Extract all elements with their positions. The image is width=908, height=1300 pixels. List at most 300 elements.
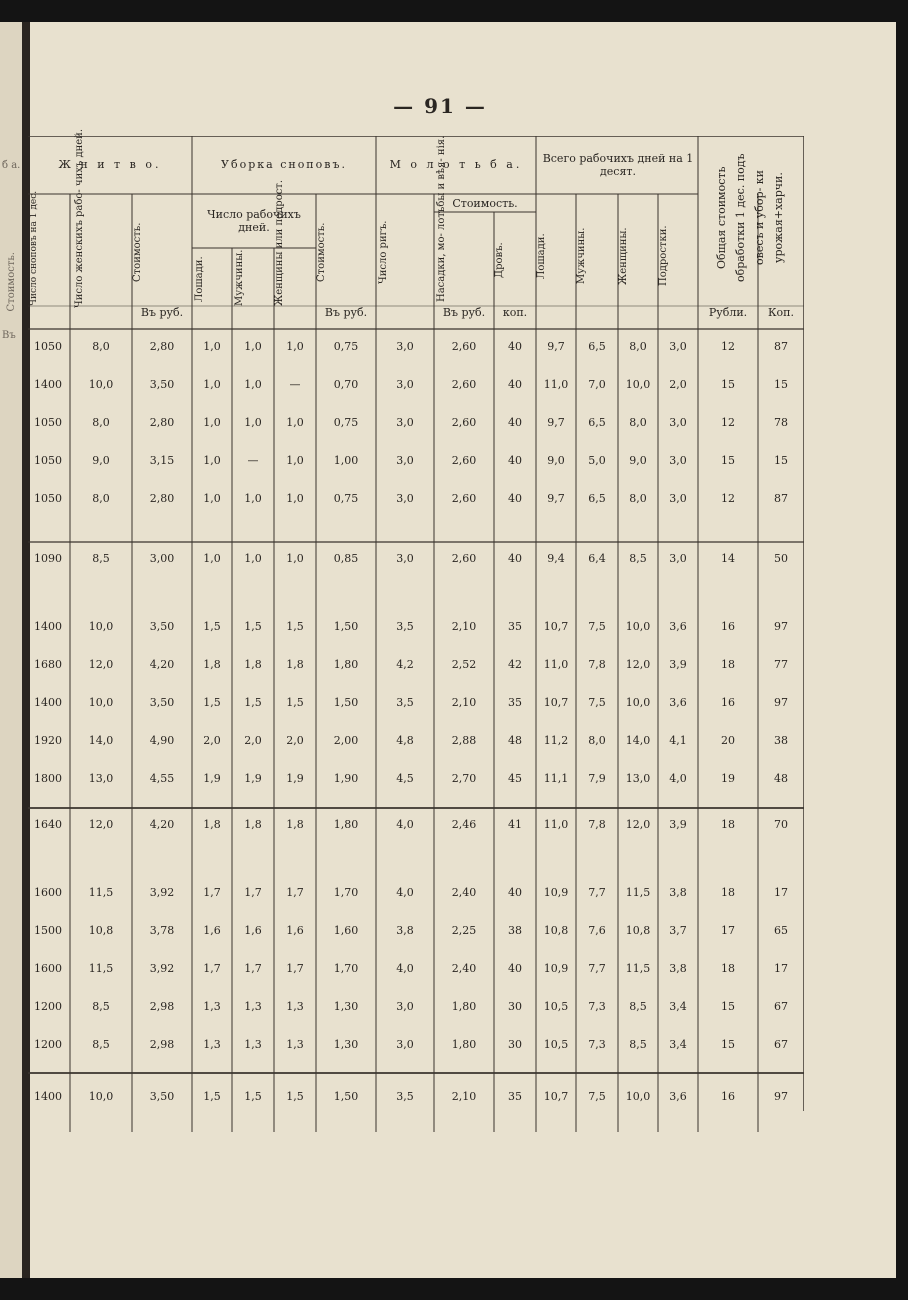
header-muzhchiny2: Мужчины. — [576, 227, 587, 285]
table-cell: 1,3 — [244, 1000, 262, 1013]
table-cell: 45 — [508, 772, 522, 785]
table-cell: 6,5 — [588, 416, 606, 429]
unit-rubli: Рубли. — [708, 306, 748, 319]
table-cell: 7,7 — [588, 962, 606, 975]
table-cell: 1,3 — [203, 1000, 221, 1013]
table-cell: 3,7 — [669, 924, 687, 937]
table-cell: 40 — [508, 492, 522, 505]
table-cell: 3,0 — [396, 1038, 414, 1051]
header-loshadi2: Лошади. — [536, 233, 547, 279]
table-cell: 1,0 — [286, 552, 304, 565]
table-cell: 10,5 — [543, 1038, 569, 1051]
table-cell: 2,80 — [149, 492, 175, 505]
header-loshadi: Лошади. — [194, 256, 205, 302]
table-cell: 77 — [774, 658, 788, 671]
table-cell: 3,0 — [396, 492, 414, 505]
table-cell: 1400 — [34, 620, 62, 633]
table-cell: 3,92 — [149, 886, 175, 899]
table-cell: 3,8 — [396, 924, 414, 937]
table-cell: 2,52 — [451, 658, 477, 671]
unit-rub: Въ руб. — [324, 306, 368, 319]
table-cell: 11,1 — [543, 772, 569, 785]
table-cell: 9,0 — [92, 454, 110, 467]
table-cell: 3,0 — [396, 340, 414, 353]
margin-fragment: Въ — [2, 330, 16, 341]
table-cell: 2,60 — [451, 492, 477, 505]
table-cell: 2,98 — [149, 1038, 175, 1051]
table-cell: 1,5 — [244, 1090, 262, 1103]
table-cell: 1,6 — [286, 924, 304, 937]
table-cell: 11,0 — [543, 818, 569, 831]
table-cell: 11,5 — [88, 886, 114, 899]
table-cell: 4,0 — [669, 772, 687, 785]
table-cell: 3,50 — [149, 378, 175, 391]
table-cell: 8,0 — [629, 492, 647, 505]
table-cell: 3,50 — [149, 1090, 175, 1103]
table-cell: 12,0 — [625, 658, 651, 671]
table-cell: 19 — [721, 772, 735, 785]
table-cell: 1400 — [34, 696, 62, 709]
header-molotba: М о л о т ь б а. — [389, 158, 523, 171]
table-cell: 11,5 — [88, 962, 114, 975]
table-cell: 1,0 — [244, 378, 262, 391]
table-cell: 40 — [508, 340, 522, 353]
table-cell: 8,0 — [92, 492, 110, 505]
table-cell: 42 — [508, 658, 522, 671]
table-cell: 65 — [774, 924, 788, 937]
table-cell: 15 — [721, 378, 735, 391]
table-cell: 1,0 — [203, 340, 221, 353]
page-number: — 91 — — [393, 94, 487, 118]
table-cell: 2,10 — [451, 620, 477, 633]
header-uborka: Уборка сноповъ. — [221, 158, 347, 171]
table-cell: 2,0 — [203, 734, 221, 747]
table-cell: 11,2 — [543, 734, 569, 747]
table-cell: 18 — [721, 818, 735, 831]
table-cell: 2,10 — [451, 1090, 477, 1103]
table-cell: 1,8 — [244, 658, 262, 671]
table-cell: 10,0 — [88, 1090, 114, 1103]
table-cell: 15 — [774, 378, 788, 391]
table-cell: 8,0 — [588, 734, 606, 747]
table-cell: 3,92 — [149, 962, 175, 975]
table-cell: 11,0 — [543, 378, 569, 391]
table-cell: 1,0 — [244, 492, 262, 505]
table-cell: 1,6 — [244, 924, 262, 937]
table-cell: 1680 — [34, 658, 62, 671]
table-cell: 7,5 — [588, 620, 606, 633]
table-cell: 8,0 — [629, 416, 647, 429]
table-cell: 15 — [721, 1038, 735, 1051]
table-cell: 3,8 — [669, 962, 687, 975]
table-cell: 11,5 — [625, 962, 651, 975]
table-cell: 40 — [508, 378, 522, 391]
table-cell: 1,50 — [333, 696, 359, 709]
table-cell: 2,40 — [451, 886, 477, 899]
table-cell: 14 — [721, 552, 735, 565]
table-cell: 1,5 — [286, 696, 304, 709]
table-cell: 1640 — [34, 818, 62, 831]
header-stoimost: Стоимость. — [132, 222, 143, 282]
table-cell: 97 — [774, 1090, 788, 1103]
table-cell: 13,0 — [88, 772, 114, 785]
table-cell: 1,0 — [203, 378, 221, 391]
header-chislo-snopov: Число сноповъ на 1 дес. — [29, 190, 39, 306]
table-cell: 2,00 — [333, 734, 359, 747]
header-vsego: Всего рабочихъ дней на 1 десят. — [542, 152, 694, 178]
table-cell: 1,70 — [333, 886, 359, 899]
table-cell: 1400 — [34, 1090, 62, 1103]
table-cell: 1,0 — [244, 552, 262, 565]
table-cell: 16 — [721, 1090, 735, 1103]
table-cell: 3,0 — [669, 454, 687, 467]
table-cell: 9,7 — [547, 492, 565, 505]
table-cell: 4,55 — [149, 772, 175, 785]
table-cell: 41 — [508, 818, 522, 831]
table-cell: 9,7 — [547, 340, 565, 353]
table-cell: 7,8 — [588, 818, 606, 831]
unit-kop: Коп. — [768, 306, 794, 319]
table-cell: 87 — [774, 492, 788, 505]
table-cell: 4,0 — [396, 818, 414, 831]
table-cell: 1,70 — [333, 962, 359, 975]
table-cell: 7,5 — [588, 1090, 606, 1103]
unit-rub: Въ руб. — [140, 306, 184, 319]
table-cell: 1,7 — [286, 962, 304, 975]
table-cell: 10,9 — [543, 886, 569, 899]
table-cell: 1,8 — [286, 818, 304, 831]
table-cell: 1,0 — [286, 454, 304, 467]
table-cell: 0,70 — [333, 378, 359, 391]
table-cell: 30 — [508, 1038, 522, 1051]
header-obshchaya: Общая стоимость обработки 1 дес. подъ овесъ и убор- ки урожая+харчи. — [715, 153, 785, 283]
table-cell: 12 — [721, 492, 735, 505]
table-cell: 35 — [508, 1090, 522, 1103]
table-cell: 2,40 — [451, 962, 477, 975]
table-cell: 3,0 — [669, 340, 687, 353]
table-cell: 10,9 — [543, 962, 569, 975]
table-cell: 2,60 — [451, 340, 477, 353]
table-cell: 1,50 — [333, 1090, 359, 1103]
table-cell: 10,7 — [543, 1090, 569, 1103]
table-cell: 10,8 — [625, 924, 651, 937]
margin-fragment: Стоимость. — [6, 252, 17, 312]
table-cell: 3,15 — [149, 454, 175, 467]
table-cell: 10,8 — [543, 924, 569, 937]
table-cell: 1,00 — [333, 454, 359, 467]
table-cell: 2,60 — [451, 378, 477, 391]
table-cell: 18 — [721, 886, 735, 899]
data-table — [28, 128, 804, 1132]
header-zhenskih-dney: Число женскихъ рабо- чихъ дней. — [74, 128, 85, 308]
table-cell: 3,0 — [396, 1000, 414, 1013]
table-cell: 2,88 — [451, 734, 477, 747]
table-cell: — — [247, 454, 259, 467]
table-cell: 48 — [774, 772, 788, 785]
table-cell: 7,9 — [588, 772, 606, 785]
table-cell: 35 — [508, 696, 522, 709]
table-cell: 7,3 — [588, 1038, 606, 1051]
table-cell: 87 — [774, 340, 788, 353]
table-cell: 1,0 — [286, 492, 304, 505]
table-cell: 1,5 — [286, 1090, 304, 1103]
table-cell: 3,5 — [396, 696, 414, 709]
header-drov: Дровъ. — [494, 242, 505, 278]
table-cell: 16 — [721, 696, 735, 709]
table-cell: 15 — [721, 454, 735, 467]
header-zhenshchiny-podrost: Женщины или подрост. — [274, 179, 285, 306]
table-cell: 3,9 — [669, 658, 687, 671]
table-cell: 2,60 — [451, 454, 477, 467]
table-cell: 5,0 — [588, 454, 606, 467]
table-cell: 10,0 — [625, 696, 651, 709]
table-cell: 8,0 — [629, 340, 647, 353]
table-cell: 17 — [774, 962, 788, 975]
table-cell: 40 — [508, 886, 522, 899]
table-cell: 3,0 — [669, 492, 687, 505]
table-cell: 16 — [721, 620, 735, 633]
table-cell: 12,0 — [88, 658, 114, 671]
table-cell: 3,50 — [149, 696, 175, 709]
table-cell: 2,80 — [149, 416, 175, 429]
table-cell: 14,0 — [625, 734, 651, 747]
table-cell: 3,0 — [669, 552, 687, 565]
table-cell: 1,80 — [333, 818, 359, 831]
table-cell: 10,0 — [625, 1090, 651, 1103]
table-cell: 3,0 — [396, 416, 414, 429]
table-cell: 3,9 — [669, 818, 687, 831]
table-cell: 97 — [774, 696, 788, 709]
unit-rub: Въ руб. — [442, 306, 486, 319]
table-cell: 9,0 — [547, 454, 565, 467]
table-cell: 20 — [721, 734, 735, 747]
table-cell: 10,8 — [88, 924, 114, 937]
table-cell: 1050 — [34, 454, 62, 467]
table-cell: 1,0 — [203, 552, 221, 565]
table-cell: 30 — [508, 1000, 522, 1013]
header-zhenshchiny2: Женщины. — [618, 227, 629, 285]
table-cell: 4,90 — [149, 734, 175, 747]
table-cell: 8,0 — [92, 340, 110, 353]
header-chislo-rig: Число ригъ. — [378, 220, 389, 284]
table-cell: 1,0 — [244, 416, 262, 429]
table-cell: 1050 — [34, 340, 62, 353]
table-cell: 3,4 — [669, 1038, 687, 1051]
table-cell: 10,0 — [625, 378, 651, 391]
table-cell: 2,60 — [451, 416, 477, 429]
table-cell: 10,0 — [88, 378, 114, 391]
table-cell: 12 — [721, 340, 735, 353]
table-cell: 1,30 — [333, 1038, 359, 1051]
table-cell: 10,0 — [625, 620, 651, 633]
table-cell: 1800 — [34, 772, 62, 785]
table-cell: 10,7 — [543, 696, 569, 709]
table-cell: 1,9 — [203, 772, 221, 785]
table-cell: 3,6 — [669, 620, 687, 633]
table-cell: 1,6 — [203, 924, 221, 937]
table-cell: 1,5 — [203, 696, 221, 709]
table-cell: 10,7 — [543, 620, 569, 633]
table-cell: 2,60 — [451, 552, 477, 565]
table-cell: 12,0 — [88, 818, 114, 831]
table-cell: 1,3 — [203, 1038, 221, 1051]
table-cell: 10,5 — [543, 1000, 569, 1013]
table-cell: 3,0 — [669, 416, 687, 429]
table-cell: 8,0 — [92, 416, 110, 429]
table-cell: 1,5 — [203, 1090, 221, 1103]
table-cell: 8,5 — [629, 552, 647, 565]
table-cell: 10,0 — [88, 696, 114, 709]
table-cell: 6,5 — [588, 340, 606, 353]
table-cell: 1920 — [34, 734, 62, 747]
table-cell: 8,5 — [629, 1038, 647, 1051]
table-cell: 1,60 — [333, 924, 359, 937]
table-cell: 3,0 — [396, 552, 414, 565]
table-cell: 18 — [721, 658, 735, 671]
table-cell: 15 — [721, 1000, 735, 1013]
table-cell: 4,20 — [149, 658, 175, 671]
table-cell: 1,5 — [244, 620, 262, 633]
table-cell: 1,7 — [244, 962, 262, 975]
table-cell: 1,0 — [203, 492, 221, 505]
table-cell: 6,4 — [588, 552, 606, 565]
table-cell: 17 — [721, 924, 735, 937]
table-cell: 1,8 — [203, 818, 221, 831]
table-cell: 2,25 — [451, 924, 477, 937]
table-cell: 1,0 — [286, 416, 304, 429]
table-cell: 1400 — [34, 378, 62, 391]
table-cell: 2,0 — [286, 734, 304, 747]
table-cell: 1,0 — [286, 340, 304, 353]
table-cell: 1,5 — [286, 620, 304, 633]
table-cell: 1,8 — [286, 658, 304, 671]
table-cell: 18 — [721, 962, 735, 975]
header-zhitvo: Ж н и т в о. — [58, 158, 162, 171]
table-cell: 4,0 — [396, 962, 414, 975]
table-cell: 0,85 — [333, 552, 359, 565]
table-cell: 1600 — [34, 886, 62, 899]
table-cell: 8,5 — [92, 1038, 110, 1051]
table-cell: 8,5 — [629, 1000, 647, 1013]
table-cell: 10,0 — [88, 620, 114, 633]
table-cell: 1,0 — [203, 454, 221, 467]
table-cell: 7,8 — [588, 658, 606, 671]
table-cell: 0,75 — [333, 340, 359, 353]
table-cell: 67 — [774, 1000, 788, 1013]
unit-kop: коп. — [502, 306, 528, 319]
table-cell: 1,3 — [286, 1000, 304, 1013]
table-cell: 40 — [508, 416, 522, 429]
table-cell: 2,46 — [451, 818, 477, 831]
table-cell: 7,3 — [588, 1000, 606, 1013]
table-cell: 3,6 — [669, 1090, 687, 1103]
table-cell: 1050 — [34, 416, 62, 429]
table-cell: 11,0 — [543, 658, 569, 671]
table-cell: 4,5 — [396, 772, 414, 785]
table-cell: 3,4 — [669, 1000, 687, 1013]
header-stoimost2: Стоимость. — [316, 222, 327, 282]
table-cell: 2,0 — [244, 734, 262, 747]
table-cell: 3,5 — [396, 1090, 414, 1103]
table-cell: 14,0 — [88, 734, 114, 747]
table-cell: 8,5 — [92, 1000, 110, 1013]
table-cell: 2,98 — [149, 1000, 175, 1013]
table-cell: 12,0 — [625, 818, 651, 831]
table-cell: 1,5 — [203, 620, 221, 633]
table-cell: 4,2 — [396, 658, 414, 671]
table-cell: 12 — [721, 416, 735, 429]
table-cell: 1,3 — [244, 1038, 262, 1051]
table-cell: 9,0 — [629, 454, 647, 467]
table-cell: 97 — [774, 620, 788, 633]
table-cell: 1,7 — [244, 886, 262, 899]
table-cell: 7,7 — [588, 886, 606, 899]
table-cell: 1,80 — [451, 1000, 477, 1013]
table-cell: 7,0 — [588, 378, 606, 391]
table-cell: 0,75 — [333, 416, 359, 429]
table-cell: 1,5 — [244, 696, 262, 709]
table-cell: 0,75 — [333, 492, 359, 505]
header-muzhchiny: Мужчины. — [234, 249, 245, 306]
table-cell: 1,8 — [203, 658, 221, 671]
table-cell: 1,80 — [333, 658, 359, 671]
table-cell: 35 — [508, 620, 522, 633]
table-cell: 1090 — [34, 552, 62, 565]
table-cell: 3,0 — [396, 378, 414, 391]
table-cell: 9,7 — [547, 416, 565, 429]
table-cell: 1200 — [34, 1038, 62, 1051]
table-cell: 3,5 — [396, 620, 414, 633]
table-cell: 7,5 — [588, 696, 606, 709]
header-chislo-rabochih: Число рабочихъ дней. — [207, 208, 301, 234]
table-cell: 4,1 — [669, 734, 687, 747]
table-cell: 78 — [774, 416, 788, 429]
table-cell: 4,20 — [149, 818, 175, 831]
table-cell: 40 — [508, 454, 522, 467]
table-cell: 3,00 — [149, 552, 175, 565]
table-cell: 17 — [774, 886, 788, 899]
table-cell: 1,90 — [333, 772, 359, 785]
table-cell: 1200 — [34, 1000, 62, 1013]
table-cell: 13,0 — [625, 772, 651, 785]
table-cell: 1,30 — [333, 1000, 359, 1013]
table-cell: 1,80 — [451, 1038, 477, 1051]
table-cell: 40 — [508, 962, 522, 975]
table-cell: 1,0 — [244, 340, 262, 353]
margin-fragment: б а. — [2, 160, 21, 171]
table-cell: 11,5 — [625, 886, 651, 899]
table-cell: 1,7 — [203, 886, 221, 899]
table-cell: 1,50 — [333, 620, 359, 633]
table-cell: 2,80 — [149, 340, 175, 353]
table-cell: 1,3 — [286, 1038, 304, 1051]
table-cell: 1600 — [34, 962, 62, 975]
table-cell: 8,5 — [92, 552, 110, 565]
table-cell: 1,9 — [244, 772, 262, 785]
table-cell: 48 — [508, 734, 522, 747]
table-cell: 1500 — [34, 924, 62, 937]
header-stoimost3: Стоимость. — [452, 197, 518, 210]
table-cell: 1,7 — [203, 962, 221, 975]
table-cell: 3,6 — [669, 696, 687, 709]
table-cell: 6,5 — [588, 492, 606, 505]
header-nasadki: Насадки, мо- лотьбы и вѣя- нія. — [436, 135, 447, 302]
table-cell: 3,8 — [669, 886, 687, 899]
table-cell: — — [289, 378, 301, 391]
table-cell: 38 — [774, 734, 788, 747]
table-cell: 1,8 — [244, 818, 262, 831]
table-cell: 67 — [774, 1038, 788, 1051]
